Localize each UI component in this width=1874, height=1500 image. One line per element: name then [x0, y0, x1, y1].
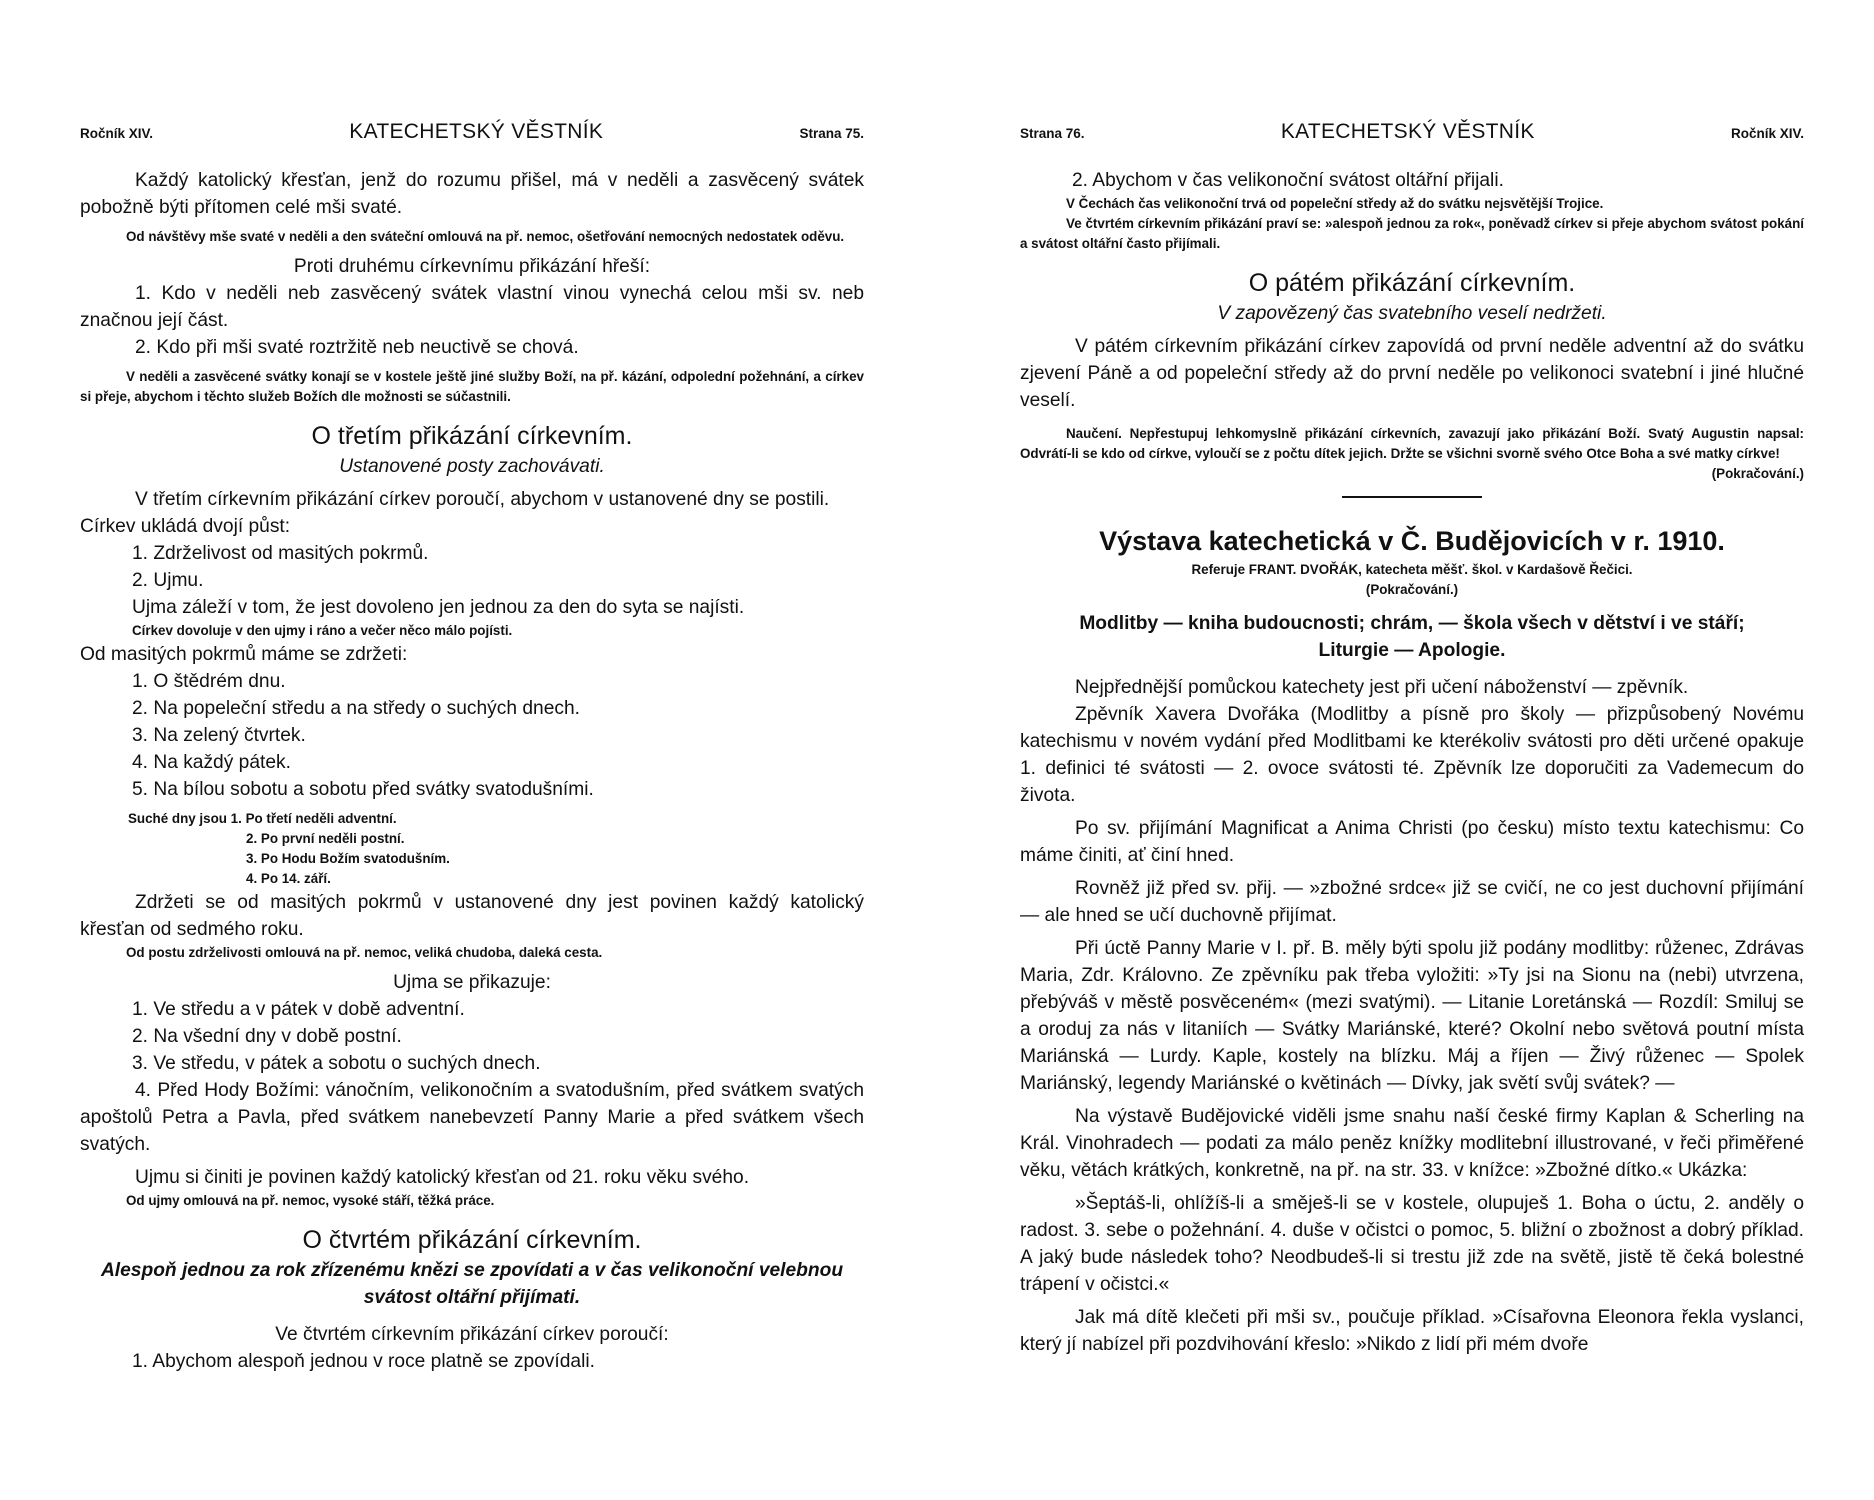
list-item: 2. Ujmu.	[132, 570, 204, 591]
paragraph: Od masitých pokrmů máme se zdržeti:	[80, 644, 408, 665]
paragraph: Církev ukládá dvojí půst:	[80, 516, 291, 537]
note: Od návštěvy mše svaté v neděli a den sváteční omlouvá na př. nemoc, ošetřování nemocných nedostatek oděvu.	[126, 229, 845, 244]
list-item: 1. Kdo v neděli neb zasvěcený svátek vlastní vinou vynechá celou mši sv. neb značnou její část.	[80, 283, 864, 331]
paragraph: V pátém církevním přikázání církev zapovídá od první neděle adventní až do svátku zjevení Páně a od popeleční středy až do první neděle po velikonoci svatební i jiné hlučné veselí.	[1020, 336, 1804, 411]
lesson-note: Naučení. Nepřestupuj lehkomyslně přikázání církevních, zavazují jako přikázání Boží. Svatý Augustin napsal: Odvrátí-li se kdo od církve, vyloučí se z počtu dítek jejich. Držte se všichni svorně svého Otce Boha a své matky církve!	[1020, 426, 1804, 461]
section-subtitle: Alespoň jednou za rok zřízenému knězi se zpovídati a v čas velikonoční velebnou svátost oltářní přijímati.	[100, 1260, 844, 1308]
subheading: Ujma se přikazuje:	[393, 972, 551, 993]
left-page	[80, 118, 864, 1375]
section-subtitle: Ustanovené posty zachovávati.	[339, 456, 605, 477]
page-header	[1020, 118, 1804, 147]
paragraph: V třetím církevním přikázání církev poroučí, abychom v ustanovené dny se postili.	[135, 489, 830, 510]
byline: Referuje FRANT. DVOŘÁK, katecheta měšť. škol. v Kardašově Řečici.	[1191, 562, 1633, 577]
section-subtitle: V zapovězený čas svatebního veselí nedržeti.	[1217, 303, 1607, 324]
right-page	[1020, 118, 1804, 1358]
paragraph: Rovněž již před sv. přij. — »zbožné srdce« již se cvičí, ne co jest duchovní přijímání — ale hned se učí duchovně přijímat.	[1020, 878, 1804, 926]
list-item: 3. Na zelený čtvrtek.	[132, 725, 306, 746]
note: Od ujmy omlouvá na př. nemoc, vysoké stáří, těžká práce.	[126, 1193, 495, 1208]
paragraph: Ve čtvrtém církevním přikázání církev poroučí:	[275, 1324, 669, 1345]
list-item: 1. Zdrželivost od masitých pokrmů.	[132, 543, 429, 564]
list-item: 2. Na popeleční středu a na středy o suchých dnech.	[132, 698, 580, 719]
subheading: Proti druhému církevnímu přikázání hřeší:	[293, 256, 651, 277]
paragraph: Jak má dítě klečeti při mši sv., poučuje příklad. »Císařovna Eleonora řekla vyslanci, který jí nabízel při pozdvihování křeslo: »Nikdo z lidí při mém dvoře	[1020, 1307, 1804, 1355]
article-heading: Liturgie — Apologie.	[1318, 640, 1506, 661]
page-header	[80, 118, 864, 147]
paragraph: Každý katolický křesťan, jenž do rozumu přišel, má v neděli a zasvěcený svátek pobožně býti přítomen celé mši svaté.	[80, 170, 864, 218]
list-item: 5. Na bílou sobotu a sobotu před svátky svatodušními.	[132, 779, 594, 800]
paragraph: Zpěvník Xavera Dvořáka (Modlitby a písně pro školy — přizpůsobený Novému katechismu v novém vydání před Modlitbami ke kterékoliv svátosti pro děti určené opakuje 1. definici té svátosti — 2. ovoce svátosti té. Zpěvník lze doporučiti za Vademecum do života.	[1020, 704, 1804, 806]
list-item: 2. Na všední dny v době postní.	[132, 1026, 402, 1047]
note: 3. Po Hodu Božím svatodušním.	[246, 851, 450, 866]
divider	[1342, 496, 1482, 498]
paragraph: Ujma záleží v tom, že jest dovoleno jen jednou za den do syta se najísti.	[132, 597, 745, 618]
list-item: 4. Na každý pátek.	[132, 752, 291, 773]
note: 4. Po 14. září.	[246, 871, 331, 886]
section-title: O pátém přikázání církevním.	[1248, 269, 1576, 297]
journal-title: KATECHETSKÝ VĚSTNÍK	[1280, 120, 1535, 143]
list-item: 2. Kdo při mši svaté roztržitě neb neuctivě se chová.	[135, 337, 579, 358]
page-number: Strana 75.	[799, 126, 864, 141]
volume-label: Ročník XIV.	[1730, 126, 1804, 141]
note: Ve čtvrtém církevním přikázání praví se: »alespoň jednou za rok«, poněvadž církev si přeje abychom svátost pokání a svátost oltářní často přijímali.	[1020, 216, 1804, 251]
note: V Čechách čas velikonoční trvá od popeleční středy až do svátku nejsvětější Trojice.	[1066, 196, 1604, 211]
note: Suché dny jsou 1. Po třetí neděli adventní.	[128, 811, 397, 826]
page-number: Strana 76.	[1020, 126, 1085, 141]
paragraph: »Šeptáš-li, ohlížíš-li a směješ-li se v kostele, olupuješ 1. Boha o úctu, 2. anděly o radost. 3. sebe o požehnání. 4. duše v očistci o pomoc, 5. bližní o zbožnost a dobrý příklad. A jaký bude následek toho? Neodbudeš-li si trestu již zde na světě, jistě tě čeká bolestné trápení v očistci.«	[1020, 1193, 1804, 1295]
paragraph: Při úctě Panny Marie v I. př. B. měly býti spolu již podány modlitby: růženec, Zdrávas Maria, Zdr. Královno. Ze zpěvníku pak třeba vyložiti: »Ty jsi na Sionu na (nebi) utvrzena, přebýváš v městě posvěceném« (mezi svatými). — Litanie Loretánská — Rozdíl: Smiluj se a oroduj za nás v litaniích — Svátky Mariánské, které? Okolní nebo světová poutní místa Mariánská — Lurdy. Kaple, kostely na blízku. Máj a říjen — Živý růženec — Spolek Mariánský, legendy Mariánské o květinách — Dívky, jak světí svůj svátek? —	[1020, 938, 1804, 1094]
continued-label: (Pokračování.)	[1711, 466, 1804, 481]
article-heading: Modlitby — kniha budoucnosti; chrám, — škola všech v dětství i ve stáří;	[1079, 613, 1745, 634]
journal-title: KATECHETSKÝ VĚSTNÍK	[349, 120, 604, 143]
paragraph: Zdržeti se od masitých pokrmů v ustanovené dny jest povinen každý katolický křesťan od sedmého roku.	[80, 892, 864, 940]
note: Církev dovoluje v den ujmy i ráno a večer něco málo pojísti.	[132, 623, 513, 638]
paragraph: Ujmu si činiti je povinen každý katolický křesťan od 21. roku věku svého.	[135, 1167, 750, 1188]
list-item: 1. O štědrém dnu.	[132, 671, 286, 692]
paragraph: Nejpřednější pomůckou katechety jest při učení náboženství — zpěvník.	[1075, 677, 1689, 698]
list-item: 1. Abychom alespoň jednou v roce platně se zpovídali.	[132, 1351, 595, 1372]
paragraph: Po sv. přijímání Magnificat a Anima Christi (po česku) místo textu katechismu: Co máme činiti, ať činí hned.	[1020, 818, 1804, 866]
paragraph: Na výstavě Budějovické viděli jsme snahu naší české firmy Kaplan & Scherling na Král. Vinohradech — podati za málo peněz knížky modlitební illustrované, v řeči přiměřené věku, větách krátkých, konkretně, na př. na str. 33. v knížce: »Zbožné dítko.« Ukázka:	[1020, 1106, 1804, 1181]
note: Od postu zdrželivosti omlouvá na př. nemoc, veliká chudoba, daleká cesta.	[126, 945, 603, 960]
section-title: O čtvrtém přikázání církevním.	[302, 1226, 642, 1254]
list-item: 4. Před Hody Božími: vánočním, velikonočním a svatodušním, před svátkem svatých apoštolů Petra a Pavla, před svátkem nanebevzetí Panny Marie a před svátkem všech svatých.	[80, 1080, 864, 1155]
article-title: Výstava katechetická v Č. Budějovicích v r. 1910.	[1099, 526, 1725, 556]
list-item: 2. Abychom v čas velikonoční svátost oltářní přijali.	[1072, 170, 1504, 191]
continued-label: (Pokračování.)	[1365, 582, 1459, 597]
volume-label: Ročník XIV.	[80, 126, 154, 141]
note: 2. Po první neděli postní.	[246, 831, 405, 846]
list-item: 3. Ve středu, v pátek a sobotu o suchých dnech.	[132, 1053, 541, 1074]
section-title: O třetím přikázání církevním.	[311, 422, 633, 450]
list-item: 1. Ve středu a v pátek v době adventní.	[132, 999, 465, 1020]
note: V neděli a zasvěcené svátky konají se v kostele ještě jiné služby Boží, na př. kázání, odpolední požehnání, a církev si přeje, abychom i těchto služeb Božích dle možnosti se súčastnili.	[80, 369, 864, 404]
